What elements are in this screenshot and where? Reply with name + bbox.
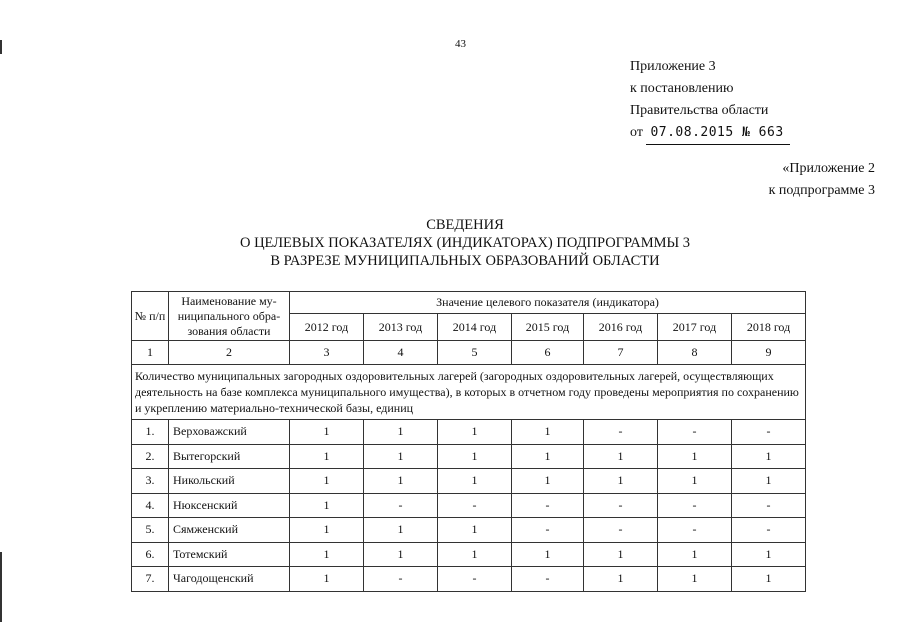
- indicator-value: 1: [732, 567, 806, 592]
- indicator-value: 1: [584, 469, 658, 494]
- indicator-value: 1: [290, 493, 364, 518]
- indicator-value: -: [438, 493, 512, 518]
- indicator-value: 1: [512, 542, 584, 567]
- indicator-value: 1: [512, 469, 584, 494]
- date-number: 07.08.2015 № 663: [646, 122, 789, 145]
- page-number: 43: [455, 38, 466, 50]
- indicator-value: 1: [658, 567, 732, 592]
- municipality-name: Чагодощенский: [169, 567, 290, 592]
- indicator-value: -: [732, 420, 806, 445]
- appendix2-block: [769, 158, 875, 202]
- row-number: 5.: [132, 518, 169, 543]
- column-number: 1: [132, 341, 169, 365]
- indicator-value: -: [732, 493, 806, 518]
- indicator-value: 1: [658, 444, 732, 469]
- year-header: 2012 год: [290, 314, 364, 341]
- indicator-value: 1: [732, 444, 806, 469]
- column-number: 8: [658, 341, 732, 365]
- appendix2-line: «Приложение 2: [782, 161, 875, 176]
- indicator-value: 1: [658, 469, 732, 494]
- year-header: 2014 год: [438, 314, 512, 341]
- column-number: 6: [512, 341, 584, 365]
- column-number: 3: [290, 341, 364, 365]
- indicator-value: 1: [512, 420, 584, 445]
- table-row: [132, 469, 806, 494]
- appendix-block: [630, 56, 790, 145]
- year-header: 2013 год: [364, 314, 438, 341]
- indicator-value: -: [438, 567, 512, 592]
- indicator-value: 1: [584, 567, 658, 592]
- row-number: 4.: [132, 493, 169, 518]
- table-row: [132, 542, 806, 567]
- indicator-value: 1: [290, 420, 364, 445]
- indicator-value: 1: [364, 542, 438, 567]
- indicator-value: 1: [290, 542, 364, 567]
- indicator-value: 1: [438, 469, 512, 494]
- row-number: 1.: [132, 420, 169, 445]
- table-row: [132, 444, 806, 469]
- municipality-name: Никольский: [169, 469, 290, 494]
- indicator-value: 1: [732, 542, 806, 567]
- indicators-table: [131, 291, 806, 592]
- indicator-value: -: [732, 518, 806, 543]
- row-number: 6.: [132, 542, 169, 567]
- indicator-value: 1: [438, 444, 512, 469]
- indicator-value: 1: [290, 567, 364, 592]
- indicator-value: 1: [364, 518, 438, 543]
- indicator-value: -: [512, 567, 584, 592]
- indicator-value: -: [658, 518, 732, 543]
- row-number: 3.: [132, 469, 169, 494]
- table-row: [132, 420, 806, 445]
- appendix2-line: к подпрограмме 3: [768, 183, 875, 198]
- indicator-note-row: [132, 365, 806, 420]
- header-row: [132, 292, 806, 314]
- indicator-value: -: [584, 518, 658, 543]
- municipality-name: Нюксенский: [169, 493, 290, 518]
- column-number: 9: [732, 341, 806, 365]
- column-number-row: [132, 341, 806, 365]
- indicator-value: 1: [364, 469, 438, 494]
- indicator-value: 1: [512, 444, 584, 469]
- column-number: 5: [438, 341, 512, 365]
- indicator-value: 1: [658, 542, 732, 567]
- title-line: О ЦЕЛЕВЫХ ПОКАЗАТЕЛЯХ (ИНДИКАТОРАХ) ПОДПРОГРАММЫ 3: [239, 235, 691, 251]
- municipality-name: Верховажский: [169, 420, 290, 445]
- indicator-value: 1: [584, 444, 658, 469]
- indicator-value: 1: [290, 518, 364, 543]
- indicator-value: -: [584, 420, 658, 445]
- indicator-value: -: [512, 518, 584, 543]
- appendix-line: Правительства области: [630, 103, 769, 118]
- column-number: 4: [364, 341, 438, 365]
- document-title: [130, 216, 800, 270]
- appendix-line: к постановлению: [630, 81, 734, 96]
- year-header: 2016 год: [584, 314, 658, 341]
- title-line: В РАЗРЕЗЕ МУНИЦИПАЛЬНЫХ ОБРАЗОВАНИЙ ОБЛАСТИ: [270, 253, 660, 269]
- appendix-line: Приложение 3: [630, 59, 716, 74]
- year-header: 2018 год: [732, 314, 806, 341]
- header-name: Наименование му-ниципального обра-зования области: [169, 292, 290, 341]
- indicator-value: 1: [364, 444, 438, 469]
- year-header: 2015 год: [512, 314, 584, 341]
- indicator-value: -: [364, 493, 438, 518]
- indicator-value: 1: [732, 469, 806, 494]
- indicator-value: 1: [584, 542, 658, 567]
- scan-edge-mark: [0, 40, 2, 54]
- indicator-value: 1: [438, 518, 512, 543]
- indicator-value: -: [584, 493, 658, 518]
- indicator-value: -: [658, 420, 732, 445]
- row-number: 7.: [132, 567, 169, 592]
- municipality-name: Тотемский: [169, 542, 290, 567]
- municipality-name: Вытегорский: [169, 444, 290, 469]
- indicator-value: -: [364, 567, 438, 592]
- indicator-description: Количество муниципальных загородных оздоровительных лагерей (загородных оздоровительных лагерей, осуществляющих деятельность на базе комплекса муниципального имущества), в которых в отчетном году проведены мероприятия по сохранению и укреплению материально-технической базы, единиц: [132, 365, 806, 420]
- date-prefix: от: [630, 125, 643, 140]
- column-number: 7: [584, 341, 658, 365]
- year-header: 2017 год: [658, 314, 732, 341]
- table-row: [132, 567, 806, 592]
- table-row: [132, 493, 806, 518]
- title-line: СВЕДЕНИЯ: [426, 217, 504, 233]
- header-no: № п/п: [132, 292, 169, 341]
- column-number: 2: [169, 341, 290, 365]
- indicator-value: 1: [438, 420, 512, 445]
- indicator-value: 1: [290, 444, 364, 469]
- table-row: [132, 518, 806, 543]
- row-number: 2.: [132, 444, 169, 469]
- header-group: Значение целевого показателя (индикатора): [290, 292, 806, 314]
- indicator-value: 1: [290, 469, 364, 494]
- indicator-value: 1: [438, 542, 512, 567]
- table-body: [132, 420, 806, 592]
- scan-edge-mark: [0, 552, 2, 622]
- indicator-value: 1: [364, 420, 438, 445]
- indicator-value: -: [658, 493, 732, 518]
- municipality-name: Сямженский: [169, 518, 290, 543]
- appendix-date-line: [630, 122, 790, 145]
- indicator-value: -: [512, 493, 584, 518]
